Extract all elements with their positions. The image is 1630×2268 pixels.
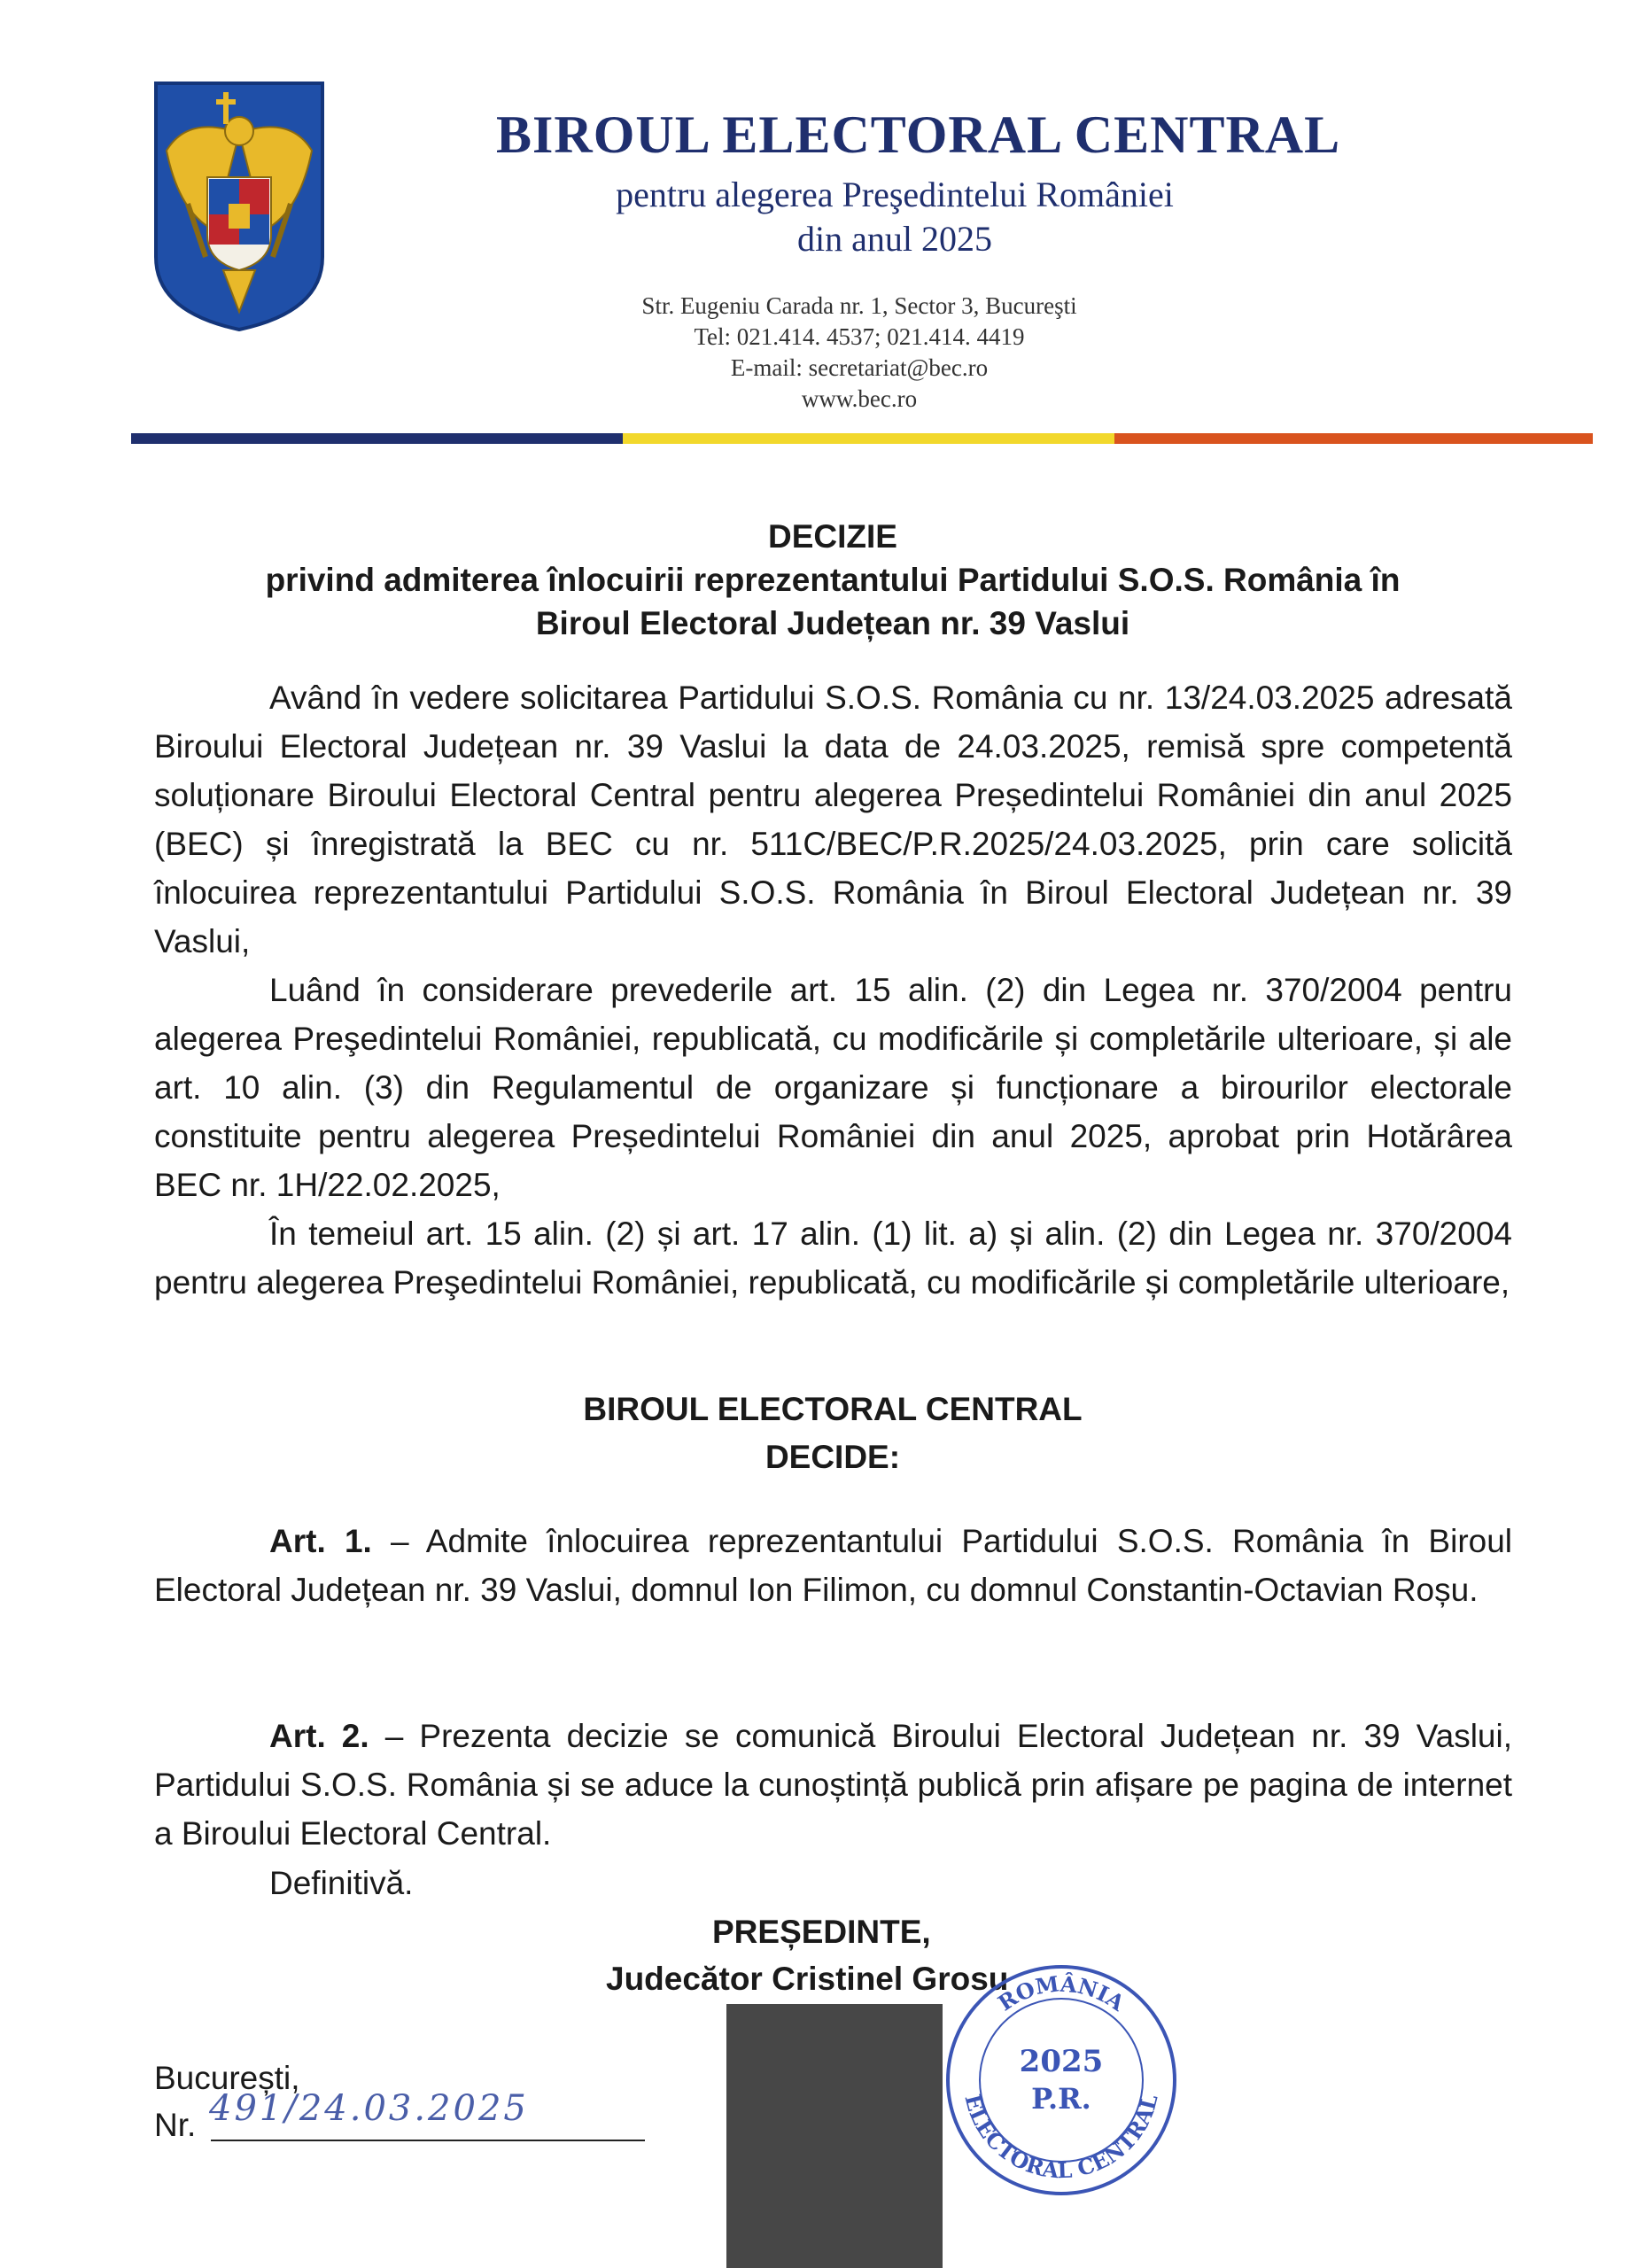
- decision-title: DECIZIE: [768, 518, 897, 555]
- stamp-top-text: ROMÂNIA: [993, 1970, 1129, 2016]
- decision-subject-line2: Biroul Electoral Județean nr. 39 Vaslui: [535, 605, 1130, 641]
- stamp-year: 2025: [1019, 2044, 1104, 2079]
- paragraph-legal-basis: [154, 1209, 1512, 1307]
- phone-text: Tel: 021.414. 4537; 021.414. 4419: [694, 323, 1025, 350]
- address-text: Str. Eugeniu Carada nr. 1, Sector 3, Bucureşti: [641, 292, 1077, 319]
- tricolor-red: [1114, 433, 1593, 444]
- romania-coat-of-arms-icon: [152, 80, 326, 333]
- decide-heading: DECIDE:: [765, 1439, 901, 1475]
- signatory-name: Judecător Cristinel Grosu: [606, 1961, 1009, 1997]
- stamp-bottom-text: ELECTORAL CENTRAL: [959, 2091, 1163, 2184]
- article-2-label: Art. 2.: [269, 1718, 369, 1754]
- article-1: [154, 1517, 1512, 1614]
- issue-place: București,: [154, 2060, 300, 2096]
- article-2: [154, 1712, 1512, 1858]
- institution-subtitle-line2: din anul 2025: [797, 219, 992, 259]
- paragraph-considering-request-text: Având în vedere solicitarea Partidului S.O.S. România cu nr. 13/24.03.2025 adresată Biroului Electoral Județean nr. 39 Vaslui la data de 24.03.2025, remisă spre competentă soluționare Biroului Electoral Central pentru alegerea Președintelui României din anul 2025 (BEC) și înregistrată la BEC cu nr. 511C/BEC/P.R.2025/24.03.2025, prin care solicită înlocuirea reprezentantului Partidului S.O.S. România în Biroul Electoral Județean nr. 39 Vaslui,: [154, 680, 1512, 959]
- issuing-body-heading: BIROUL ELECTORAL CENTRAL: [583, 1391, 1083, 1427]
- number-label: Nr.: [154, 2107, 197, 2143]
- redacted-signature-block: [726, 2004, 943, 2268]
- handwritten-registration-number: 491/24.03.2025: [209, 2088, 529, 2129]
- decision-subject-line1: privind admiterea înlocuirii reprezentantului Partidului S.O.S. România în: [265, 562, 1401, 598]
- tricolor-yellow: [623, 433, 1114, 444]
- article-1-label: Art. 1.: [269, 1523, 372, 1559]
- institution-subtitle-line1: pentru alegerea Preşedintelui României: [616, 175, 1174, 214]
- stamp-code: P.R.: [1031, 2082, 1091, 2116]
- paragraph-legal-basis-text: În temeiul art. 15 alin. (2) și art. 17 alin. (1) lit. a) și alin. (2) din Legea nr. 370/2004 pentru alegerea Preşedintelui României, republicată, cu modificările și completările ulterioare,: [154, 1216, 1512, 1301]
- email-text: E-mail: secretariat@bec.ro: [730, 354, 989, 381]
- number-underline: [211, 2140, 645, 2141]
- tricolor-blue: [131, 433, 623, 444]
- paragraph-legal-provisions: [154, 966, 1512, 1209]
- article-1-text: – Admite înlocuirea reprezentantului Partidului S.O.S. România în Biroul Electoral Județean nr. 39 Vaslui, domnul Ion Filimon, cu domnul Constantin-Octavian Roșu.: [154, 1523, 1513, 1608]
- official-stamp-icon: [937, 1947, 1185, 2213]
- signatory-role: PREȘEDINTE,: [712, 1914, 931, 1950]
- paragraph-considering-request: [154, 673, 1512, 966]
- article-2-text: – Prezenta decizie se comunică Biroului Electoral Județean nr. 39 Vaslui, Partidului S.O.S. România și se aduce la cunoștință publică prin afișare pe pagina de internet a Biroului Electoral Central.: [154, 1718, 1513, 1852]
- tricolor-divider: [131, 433, 1593, 444]
- institution-title: BIROUL ELECTORAL CENTRAL: [496, 105, 1341, 164]
- paragraph-legal-provisions-text: Luând în considerare prevederile art. 15 alin. (2) din Legea nr. 370/2004 pentru alegerea Preşedintelui României, republicată, cu modificările și completările ulterioare, și ale art. 10 alin. (3) din Regulamentul de organizare și funcționare a birourilor electorale constituite pentru alegerea Președintelui României din anul 2025, aprobat prin Hotărârea BEC nr. 1H/22.02.2025,: [154, 972, 1512, 1203]
- website-text: www.bec.ro: [801, 385, 918, 412]
- definitive-note: Definitivă.: [269, 1865, 414, 1901]
